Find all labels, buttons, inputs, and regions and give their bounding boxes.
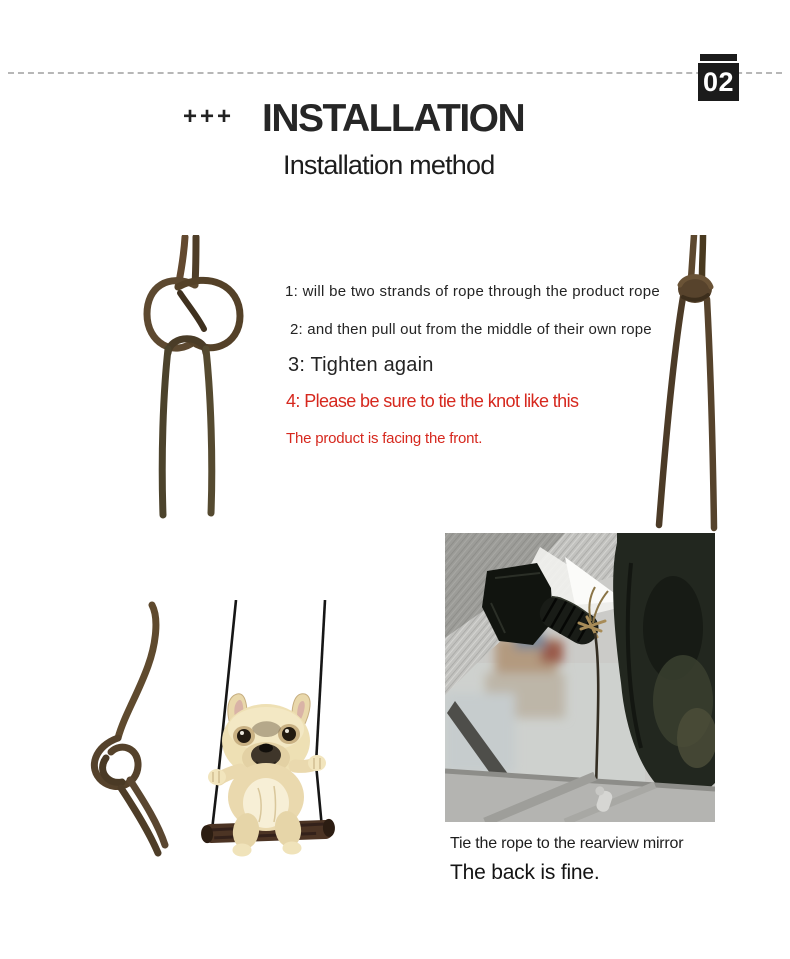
step-4: 4: Please be sure to tie the knot like this (286, 391, 579, 411)
rope-knot-tightened-drawing (645, 235, 745, 533)
section-number-badge (698, 63, 739, 101)
bulldog-swing-image (196, 600, 340, 876)
bulldog-swing-drawing (196, 600, 340, 876)
rope-knot-loops-drawing (140, 235, 256, 520)
caption-back-fine: The back is fine. (450, 861, 600, 884)
page-title: INSTALLATION (262, 97, 525, 140)
plus-decor: +++ (183, 103, 235, 130)
step-2: 2: and then pull out from the middle of their own rope (290, 321, 652, 338)
rearview-mirror-photo (445, 533, 715, 822)
badge-top-bar (700, 54, 737, 61)
dashed-divider (8, 72, 782, 74)
caption-tie-rope: Tie the rope to the rearview mirror (450, 835, 684, 852)
loose-rope-image (78, 598, 184, 860)
rope-knot-loops-image (140, 235, 256, 520)
section-number: 02 (702, 66, 735, 97)
rope-knot-tightened-image (645, 235, 745, 533)
loose-rope-drawing (78, 598, 184, 860)
step-note: The product is facing the front. (286, 430, 483, 447)
page-subtitle: Installation method (283, 150, 495, 180)
rearview-mirror-photo-drawing (445, 533, 715, 822)
step-3: 3: Tighten again (288, 354, 434, 376)
step-1: 1: will be two strands of rope through the product rope (285, 283, 661, 300)
